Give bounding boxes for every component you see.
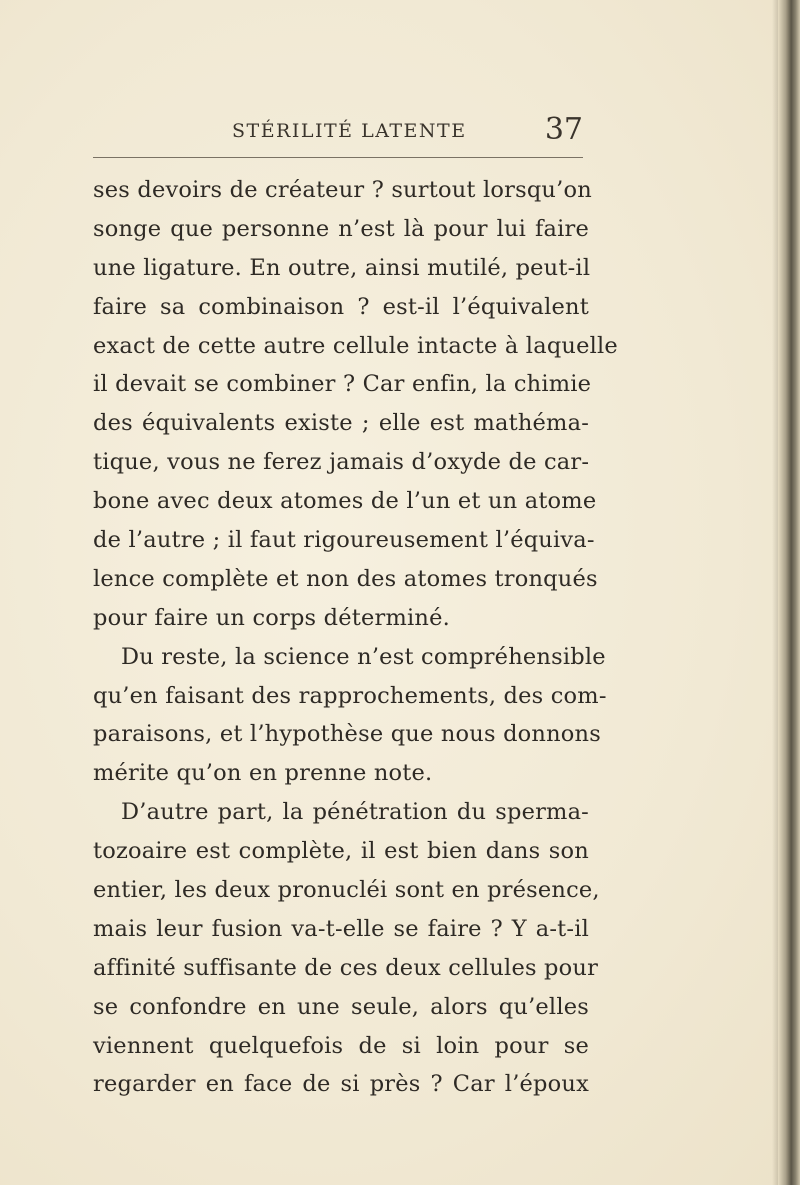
header-rule bbox=[93, 157, 583, 158]
book-spine bbox=[778, 0, 800, 1185]
text-line: faire sa combinaison ? est-il l’équivalent bbox=[93, 293, 589, 320]
text-line: Du reste, la science n’est compréhensible bbox=[121, 643, 606, 670]
text-line: mérite qu’on en prenne note. bbox=[93, 760, 433, 787]
page-header bbox=[93, 112, 583, 152]
text-line: pour faire un corps déterminé. bbox=[93, 604, 450, 631]
body-text bbox=[93, 171, 618, 1104]
text-line: affinité suffisante de ces deux cellules pour bbox=[93, 954, 599, 981]
text-line: songe que personne n’est là pour lui faire bbox=[93, 215, 589, 242]
text-line: regarder en face de si près ? Car l’époux bbox=[93, 1071, 589, 1098]
text-line: il devait se combiner ? Car enfin, la chimie bbox=[93, 371, 592, 398]
text-line: exact de cette autre cellule intacte à laquelle bbox=[93, 332, 618, 359]
text-line: qu’en faisant des rapprochements, des com- bbox=[93, 682, 607, 709]
page-number: 37 bbox=[544, 112, 583, 147]
text-line: ses devoirs de créateur ? surtout lorsqu’on bbox=[93, 177, 592, 203]
text-line: de l’autre ; il faut rigoureusement l’équiva- bbox=[93, 527, 595, 554]
text-line: tozoaire est complète, il est bien dans son bbox=[93, 838, 589, 865]
text-line: D’autre part, la pénétration du sperma- bbox=[121, 799, 589, 826]
text-line: des équivalents existe ; elle est mathéma- bbox=[93, 410, 589, 437]
running-title: STÉRILITÉ LATENTE bbox=[232, 120, 467, 142]
text-line: viennent quelquefois de si loin pour se bbox=[93, 1032, 589, 1059]
text-line: entier, les deux pronucléi sont en présence, bbox=[93, 877, 600, 904]
text-line: lence complète et non des atomes tronqués bbox=[93, 565, 598, 592]
text-line: bone avec deux atomes de l’un et un atome bbox=[93, 488, 597, 515]
text-line: tique, vous ne ferez jamais d’oxyde de car- bbox=[93, 449, 590, 476]
text-line: mais leur fusion va-t-elle se faire ? Y a-t-il bbox=[93, 915, 589, 942]
text-line: se confondre en une seule, alors qu’elles bbox=[93, 993, 589, 1020]
text-line: une ligature. En outre, ainsi mutilé, peut-il bbox=[93, 254, 591, 281]
text-line: paraisons, et l’hypothèse que nous donnons bbox=[93, 721, 601, 748]
